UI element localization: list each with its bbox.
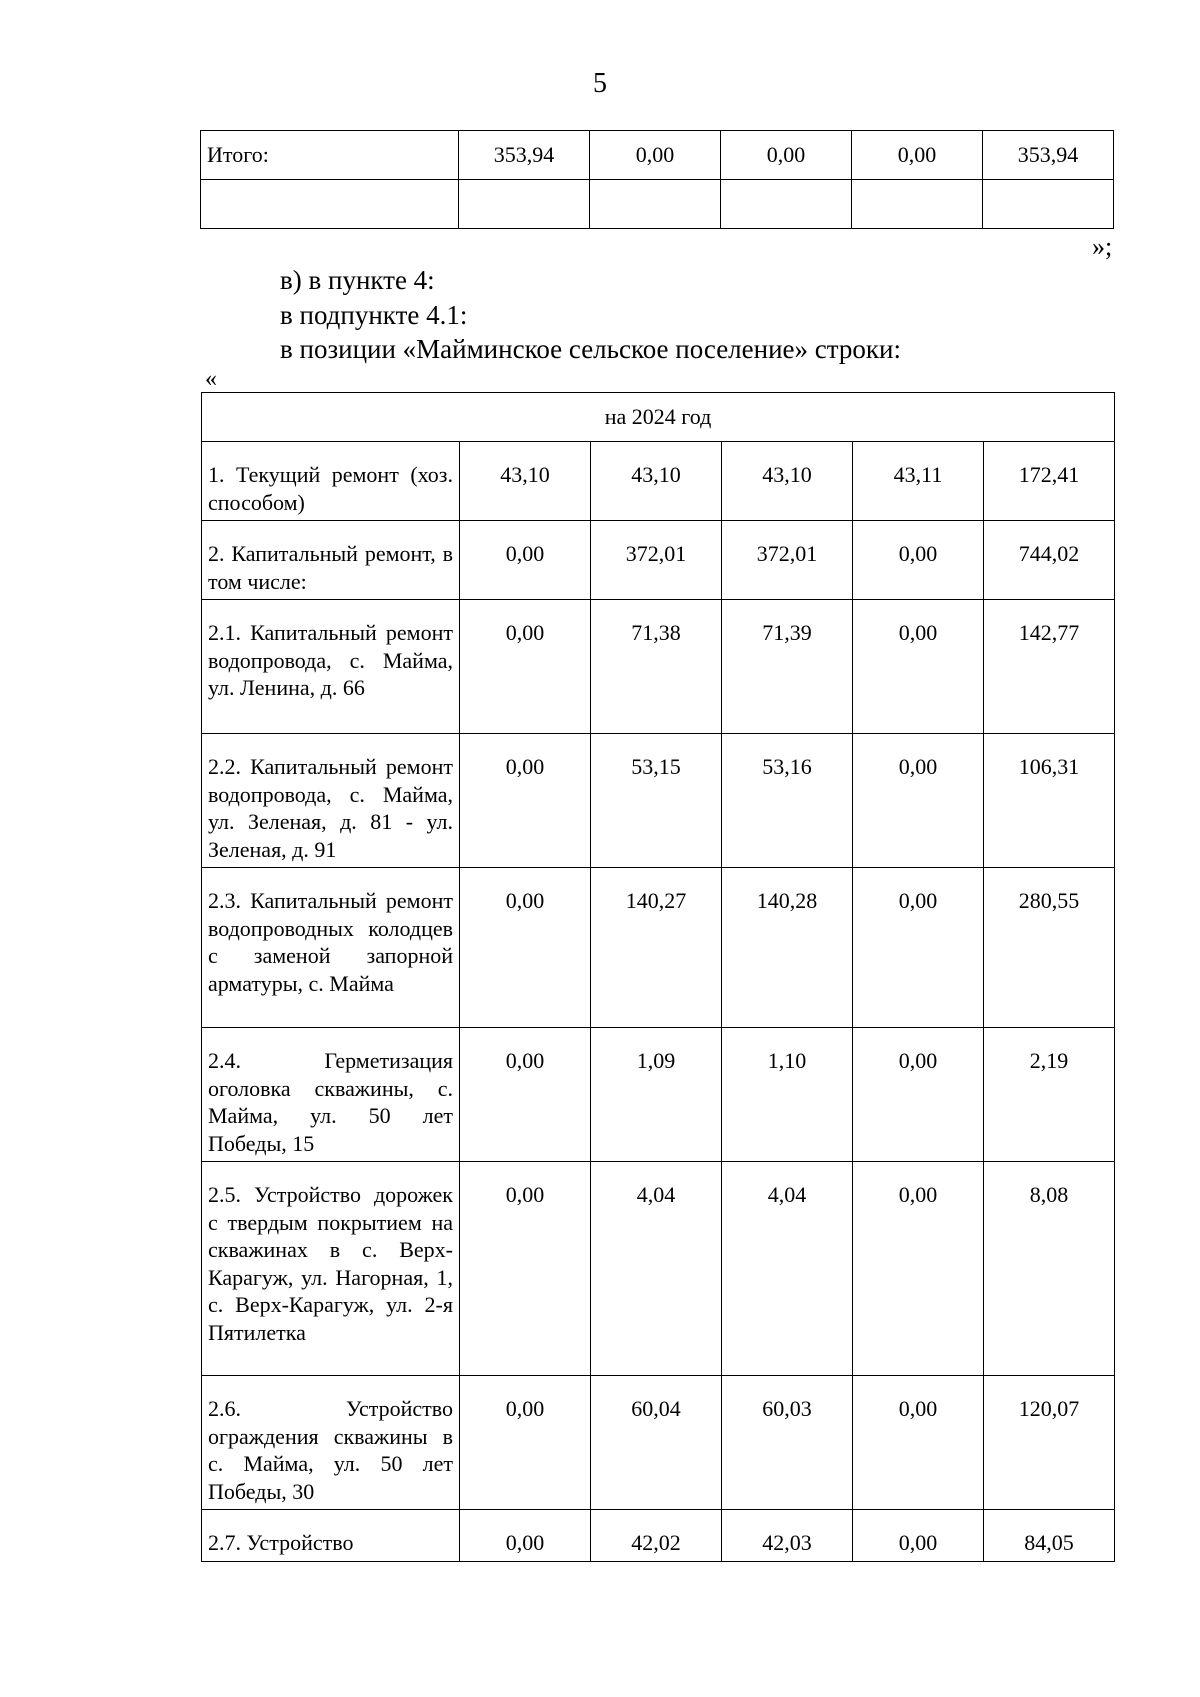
table-row xyxy=(202,1376,1115,1510)
paragraph-position: в позиции «Майминское сельское поселение» строки: xyxy=(280,334,901,364)
row-label: 2.1. Капитальный ремонт водопровода, с. Майма, ул. Ленина, д. 66 xyxy=(202,600,460,734)
row-value: 0,00 xyxy=(460,868,591,1028)
empty-cell xyxy=(721,180,852,229)
opening-quote: « xyxy=(205,366,217,392)
row-value: 0,00 xyxy=(460,521,591,600)
row-value: 53,16 xyxy=(722,734,853,868)
total-value: 353,94 xyxy=(459,131,590,180)
row-value: 42,03 xyxy=(722,1510,853,1562)
paragraph-item-b: в) в пункте 4: xyxy=(280,265,435,295)
row-value: 0,00 xyxy=(853,1510,984,1562)
row-value: 0,00 xyxy=(853,1376,984,1510)
row-value: 43,10 xyxy=(460,442,591,521)
row-value: 142,77 xyxy=(984,600,1115,734)
row-value: 43,11 xyxy=(853,442,984,521)
row-value: 1,10 xyxy=(722,1028,853,1162)
table-row xyxy=(202,442,1115,521)
row-label: 2.2. Капитальный ремонт водопровода, с. Майма, ул. Зеленая, д. 81 - ул. Зеленая, д. 91 xyxy=(202,734,460,868)
row-value: 0,00 xyxy=(460,1510,591,1562)
row-value: 71,38 xyxy=(591,600,722,734)
row-value: 60,04 xyxy=(591,1376,722,1510)
row-value: 8,08 xyxy=(984,1162,1115,1376)
row-label: 2.4. Герметизация оголовка скважины, с. Майма, ул. 50 лет Победы, 15 xyxy=(202,1028,460,1162)
row-value: 1,09 xyxy=(591,1028,722,1162)
table-row xyxy=(202,600,1115,734)
empty-row xyxy=(201,180,1114,229)
row-value: 0,00 xyxy=(460,734,591,868)
empty-cell xyxy=(590,180,721,229)
row-value: 280,55 xyxy=(984,868,1115,1028)
row-label: 2.7. Устройство xyxy=(202,1510,460,1562)
row-value: 0,00 xyxy=(460,1028,591,1162)
row-value: 42,02 xyxy=(591,1510,722,1562)
row-label: 2.5. Устройство дорожек с твердым покрытием на скважинах в с. Верх-Карагуж, ул. Нагорная, 1, с. Верх-Карагуж, ул. 2-я Пятилетка xyxy=(202,1162,460,1376)
row-value: 0,00 xyxy=(853,600,984,734)
row-value: 140,28 xyxy=(722,868,853,1028)
total-value: 0,00 xyxy=(852,131,983,180)
table-row xyxy=(202,1510,1115,1562)
table-row xyxy=(202,1028,1115,1162)
row-label: 1. Текущий ремонт (хоз. способом) xyxy=(202,442,460,521)
row-value: 106,31 xyxy=(984,734,1115,868)
row-value: 71,39 xyxy=(722,600,853,734)
row-value: 60,03 xyxy=(722,1376,853,1510)
row-value: 140,27 xyxy=(591,868,722,1028)
row-value: 2,19 xyxy=(984,1028,1115,1162)
table-row xyxy=(202,734,1115,868)
row-value: 172,41 xyxy=(984,442,1115,521)
total-label: Итого: xyxy=(201,131,459,180)
table-header: на 2024 год xyxy=(202,393,1115,442)
row-value: 372,01 xyxy=(591,521,722,600)
total-value: 353,94 xyxy=(983,131,1114,180)
row-label: 2.6. Устройство ограждения скважины в с. Майма, ул. 50 лет Победы, 30 xyxy=(202,1376,460,1510)
row-value: 0,00 xyxy=(460,600,591,734)
main-table xyxy=(201,392,1115,1562)
row-value: 0,00 xyxy=(853,734,984,868)
row-value: 53,15 xyxy=(591,734,722,868)
empty-cell xyxy=(983,180,1114,229)
row-value: 120,07 xyxy=(984,1376,1115,1510)
row-value: 0,00 xyxy=(460,1162,591,1376)
row-value: 84,05 xyxy=(984,1510,1115,1562)
row-value: 43,10 xyxy=(591,442,722,521)
closing-quote: »; xyxy=(1092,232,1113,261)
empty-cell xyxy=(459,180,590,229)
row-value: 0,00 xyxy=(853,1028,984,1162)
total-table xyxy=(200,130,1114,229)
table-row xyxy=(202,868,1115,1028)
total-value: 0,00 xyxy=(590,131,721,180)
row-label: 2.3. Капитальный ремонт водопроводных колодцев с заменой запорной арматуры, с. Майма xyxy=(202,868,460,1028)
total-value: 0,00 xyxy=(721,131,852,180)
empty-cell xyxy=(201,180,459,229)
row-value: 43,10 xyxy=(722,442,853,521)
row-value: 4,04 xyxy=(591,1162,722,1376)
header-row xyxy=(202,393,1115,442)
row-value: 744,02 xyxy=(984,521,1115,600)
row-value: 0,00 xyxy=(853,521,984,600)
table-row xyxy=(202,521,1115,600)
empty-cell xyxy=(852,180,983,229)
row-label: 2. Капитальный ремонт, в том числе: xyxy=(202,521,460,600)
row-value: 0,00 xyxy=(460,1376,591,1510)
row-value: 0,00 xyxy=(853,1162,984,1376)
page-number: 5 xyxy=(593,68,607,99)
row-value: 0,00 xyxy=(853,868,984,1028)
total-row xyxy=(201,131,1114,180)
row-value: 4,04 xyxy=(722,1162,853,1376)
row-value: 372,01 xyxy=(722,521,853,600)
paragraph-subclause: в подпункте 4.1: xyxy=(280,300,468,330)
table-row xyxy=(202,1162,1115,1376)
